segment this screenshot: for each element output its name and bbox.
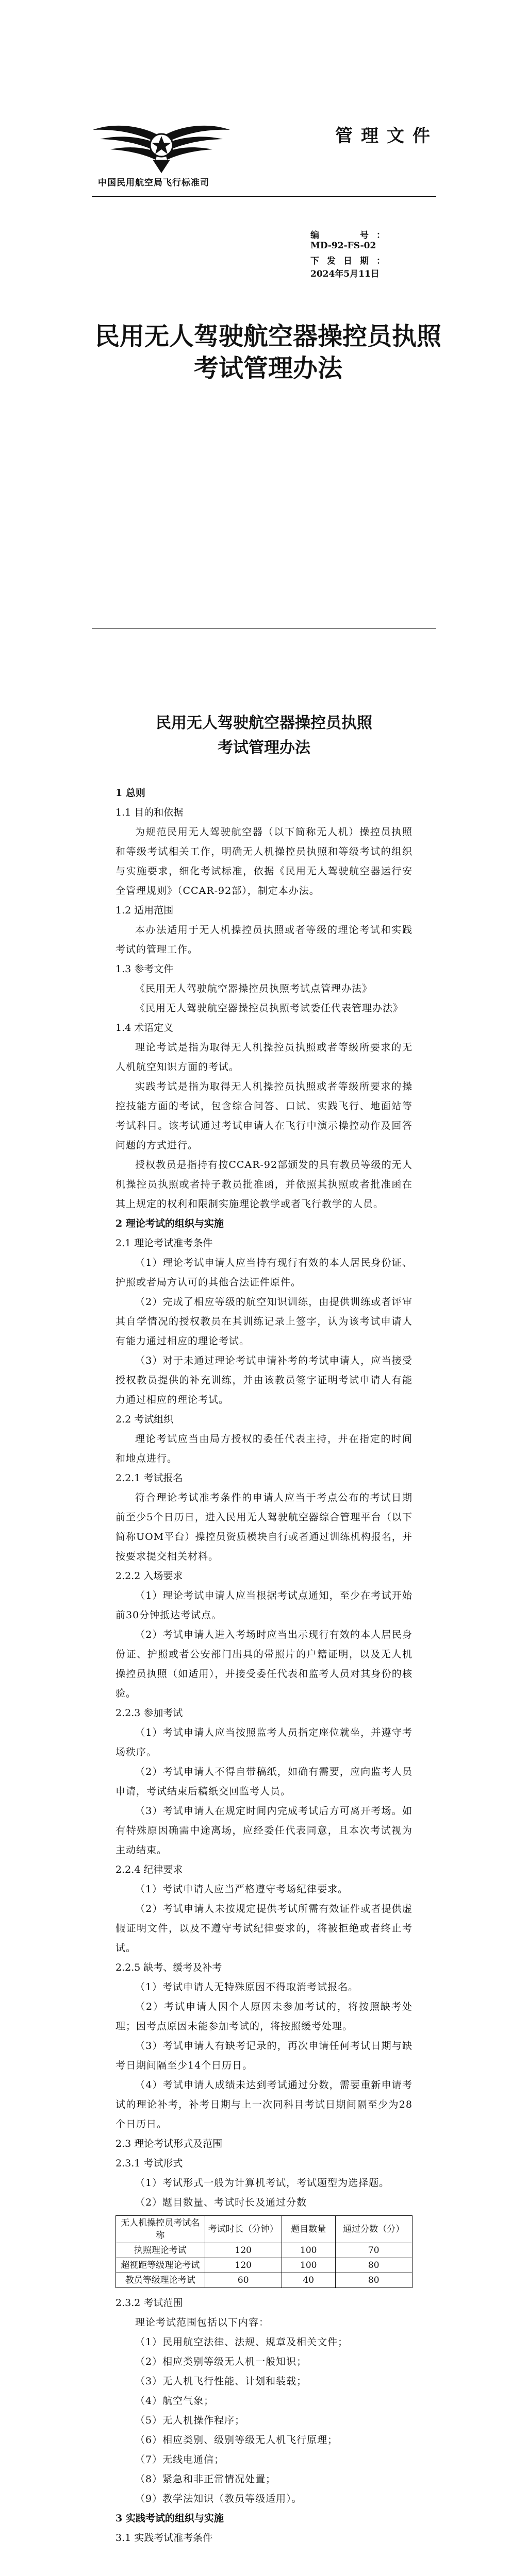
subsection-heading: 2.3.2 考试范围 — [116, 2297, 183, 2309]
paragraph: （6）相应类别、级别等级无人机飞行原理； — [135, 2434, 338, 2446]
subsection-heading: 3.1 实践考试准考条件 — [116, 2532, 213, 2544]
paragraph: （2）考试申请人进入考场时应当出示现行有效的本人居民身份证、护照或者公安部门出具的带照片的户籍证明，以及无人机操控员执照（如适用），并接受委任代表和监考人员对其身份的核验。 — [116, 1629, 412, 1699]
document-type: 管理文件 — [335, 126, 438, 146]
paragraph: 《民用无人驾驶航空器操控员执照考试委任代表管理办法》 — [135, 1003, 404, 1014]
table-cell: 120 — [205, 2243, 282, 2258]
subsection-heading: 1.4 术语定义 — [116, 1022, 174, 1033]
section-heading: 3 实践考试的组织与实施 — [116, 2513, 224, 2524]
table-cell: 60 — [205, 2273, 282, 2288]
paragraph: 理论考试应当由局方授权的委任代表主持，并在指定的时间和地点进行。 — [116, 1433, 412, 1464]
paragraph: （2）考试申请人未按规定提供考试所需有效证件或者提供虚假证明文件，以及不遵守考试纪律要求的，将被拒绝或者终止考试。 — [116, 1903, 412, 1954]
table-row — [116, 2243, 412, 2258]
body-title-line: 考试管理办法 — [218, 739, 310, 757]
paragraph: （3）考试申请人在规定时间内完成考试后方可离开考场。如有特殊原因确需中途离场，应经委任代表同意，且本次考试视为主动结束。 — [116, 1805, 412, 1856]
subsection-heading: 2.2.2 入场要求 — [116, 1570, 183, 1582]
paragraph: （4）航空气象； — [135, 2395, 214, 2406]
header-rule — [92, 196, 436, 197]
caac-wings-logo-icon — [92, 115, 231, 177]
exam-table-header-row — [116, 2216, 412, 2243]
subsection-heading: 1.1 目的和依据 — [116, 807, 184, 818]
table-cell: 100 — [282, 2258, 336, 2273]
issue-date-label: 下发日期： — [310, 256, 385, 266]
table-cell: 教员等级理论考试 — [116, 2273, 205, 2288]
body-content — [116, 2293, 412, 2548]
paragraph: （1）考试形式一般为计算机考试，考试题型为选择题。 — [135, 2177, 390, 2189]
paragraph: （7）无线电通信； — [135, 2454, 225, 2465]
paragraph: 本办法适用于无人机操控员执照或者等级的理论考试和实践考试的管理工作。 — [116, 924, 412, 955]
issue-date-value: 2024年5月11日 — [310, 269, 380, 279]
table-cell: 80 — [335, 2258, 412, 2273]
document-number-value: MD-92-FS-02 — [310, 241, 376, 251]
paragraph: （4）考试申请人成绩未达到考试通过分数，需要重新申请考试的理论补考，补考日期与上一次同科目考试日期间隔至少为28个日历日。 — [116, 2079, 412, 2130]
subsection-heading: 2.2.5 缺考、缓考及补考 — [116, 1962, 222, 1973]
document-number-label: 编 号： — [310, 230, 385, 241]
cover-title-line: 民用无人驾驶航空器操控员执照 — [94, 322, 441, 351]
exam-table-header: 考试时长（分钟） — [205, 2216, 282, 2243]
table-cell: 执照理论考试 — [116, 2243, 205, 2258]
exam-table — [116, 2215, 412, 2288]
paragraph: （1）理论考试申请人应当持有现行有效的本人居民身份证、护照或者局方认可的其他合法证件原件。 — [116, 1257, 412, 1288]
paragraph: 为规范民用无人驾驶航空器（以下简称无人机）操控员执照和等级考试相关工作，明确无人机操控员执照和等级考试的组织与实施要求，细化考试标准，依据《民用无人驾驶航空器运行安全管理规则》（CCAR-92部），制定本办法。 — [116, 826, 412, 896]
section-heading: 2 理论考试的组织与实施 — [116, 1218, 224, 1229]
body-title-line: 民用无人驾驶航空器操控员执照 — [156, 714, 372, 732]
subsection-heading: 2.2.1 考试报名 — [116, 1472, 183, 1484]
issuer-name: 中国民用航空局飞行标准司 — [98, 178, 209, 188]
exam-table-header: 通过分数（分） — [335, 2216, 412, 2243]
paragraph: 理论考试范围包括以下内容： — [135, 2317, 270, 2328]
paragraph: （5）无人机操作程序； — [135, 2415, 245, 2426]
section-heading: 1 总则 — [116, 787, 145, 799]
paragraph: 理论考试是指为取得无人机操控员执照或者等级所要求的无人机航空知识方面的考试。 — [116, 1042, 412, 1073]
subsection-heading: 2.1 理论考试准考条件 — [116, 1238, 213, 1249]
exam-table-header: 题目数量 — [282, 2216, 336, 2243]
paragraph: （1）考试申请人应当按照监考人员指定座位就坐，并遵守考场秩序。 — [116, 1727, 412, 1758]
paragraph: （8）紧急和非正常情况处置； — [135, 2473, 276, 2485]
subsection-heading: 1.2 适用范围 — [116, 905, 174, 916]
paragraph: （1）考试申请人应当严格遵守考场纪律要求。 — [135, 1884, 349, 1895]
table-cell: 70 — [335, 2243, 412, 2258]
cover-page — [0, 0, 528, 639]
issue-date — [310, 253, 450, 279]
paragraph: 《民用无人驾驶航空器操控员执照考试点管理办法》 — [135, 983, 373, 994]
paragraph: 实践考试是指为取得无人机操控员执照或者等级所要求的操控技能方面的考试，包含综合问答、口试、实践飞行、地面站等考试科目。该考试通过考试申请人在飞行中演示操控动作及回答问题的方式进行。 — [116, 1081, 412, 1151]
subsection-heading: 2.2.3 参加考试 — [116, 1707, 183, 1719]
paragraph: （2）考试申请人不得自带稿纸，如确有需要，应向监考人员申请，考试结束后稿纸交回监考人员。 — [116, 1766, 412, 1797]
table-cell: 100 — [282, 2243, 336, 2258]
paragraph: （3）无人机飞行性能、计划和装载； — [135, 2376, 307, 2387]
subsection-heading: 2.2.4 纪律要求 — [116, 1864, 183, 1875]
table-cell: 40 — [282, 2273, 336, 2288]
cover-title — [82, 320, 454, 384]
document-body — [116, 711, 412, 2548]
body-content — [116, 783, 412, 2212]
table-cell: 超视距等级理论考试 — [116, 2258, 205, 2273]
paragraph: （1）民用航空法律、法规、规章及相关文件； — [135, 2336, 349, 2348]
table-cell: 120 — [205, 2258, 282, 2273]
paragraph: （9）教学法知识（教员等级适用）。 — [135, 2493, 302, 2504]
body-title — [116, 711, 412, 760]
subsection-heading: 2.2 考试组织 — [116, 1414, 174, 1425]
paragraph: （3）对于未通过理论考试申请补考的考试申请人，应当接受授权教员提供的补充训练，并由该教员签字证明考试申请人有能力通过相应的理论考试。 — [116, 1355, 412, 1405]
cover-title-line: 考试管理办法 — [193, 354, 342, 383]
subsection-heading: 2.3.1 考试形式 — [116, 2158, 183, 2169]
paragraph: （2）完成了相应等级的航空知识训练，由提供训练或者评审其自学情况的授权教员在其训练记录上签字，认为该考试申请人有能力通过相应的理论考试。 — [116, 1296, 412, 1347]
paragraph: 授权教员是指持有按CCAR-92部颁发的具有教员等级的无人机操控员执照或者持子教员批准函，并依照其执照或者批准函在其上规定的权利和限制实施理论教学或者飞行教学的人员。 — [116, 1159, 412, 1210]
subsection-heading: 1.3 参考文件 — [116, 963, 174, 975]
paragraph: （2）题目数量、考试时长及通过分数 — [135, 2197, 307, 2208]
paragraph: （2）相应类别等级无人机一般知识； — [135, 2356, 307, 2367]
table-cell: 80 — [335, 2273, 412, 2288]
paragraph: （1）理论考试申请人应当根据考试点通知，至少在考试开始前30分钟抵达考试点。 — [116, 1590, 412, 1621]
exam-table-header: 无人机操控员考试名称 — [116, 2216, 205, 2243]
paragraph: （2）考试申请人因个人原因未参加考试的，将按照缺考处理；因考点原因未能参加考试的，将按照缓考处理。 — [116, 2001, 412, 2032]
table-row — [116, 2258, 412, 2273]
paragraph: （3）考试申请人有缺考记录的，再次申请任何考试日期与缺考日期间隔至少14个日历日。 — [116, 2040, 412, 2071]
table-row — [116, 2273, 412, 2288]
subsection-heading: 2.3 理论考试形式及范围 — [116, 2138, 223, 2149]
document-number — [310, 228, 450, 251]
paragraph: 符合理论考试准考条件的申请人应当于考点公布的考试日期前至少5个日历日，进入民用无人驾驶航空器综合管理平台（以下简称UOM平台）操控员资质模块自行或者通过训练机构报名，并按要求提交相关材料。 — [116, 1492, 412, 1562]
cover-bottom-rule — [92, 628, 436, 629]
paragraph: （1）考试申请人无特殊原因不得取消考试报名。 — [135, 1981, 359, 1993]
